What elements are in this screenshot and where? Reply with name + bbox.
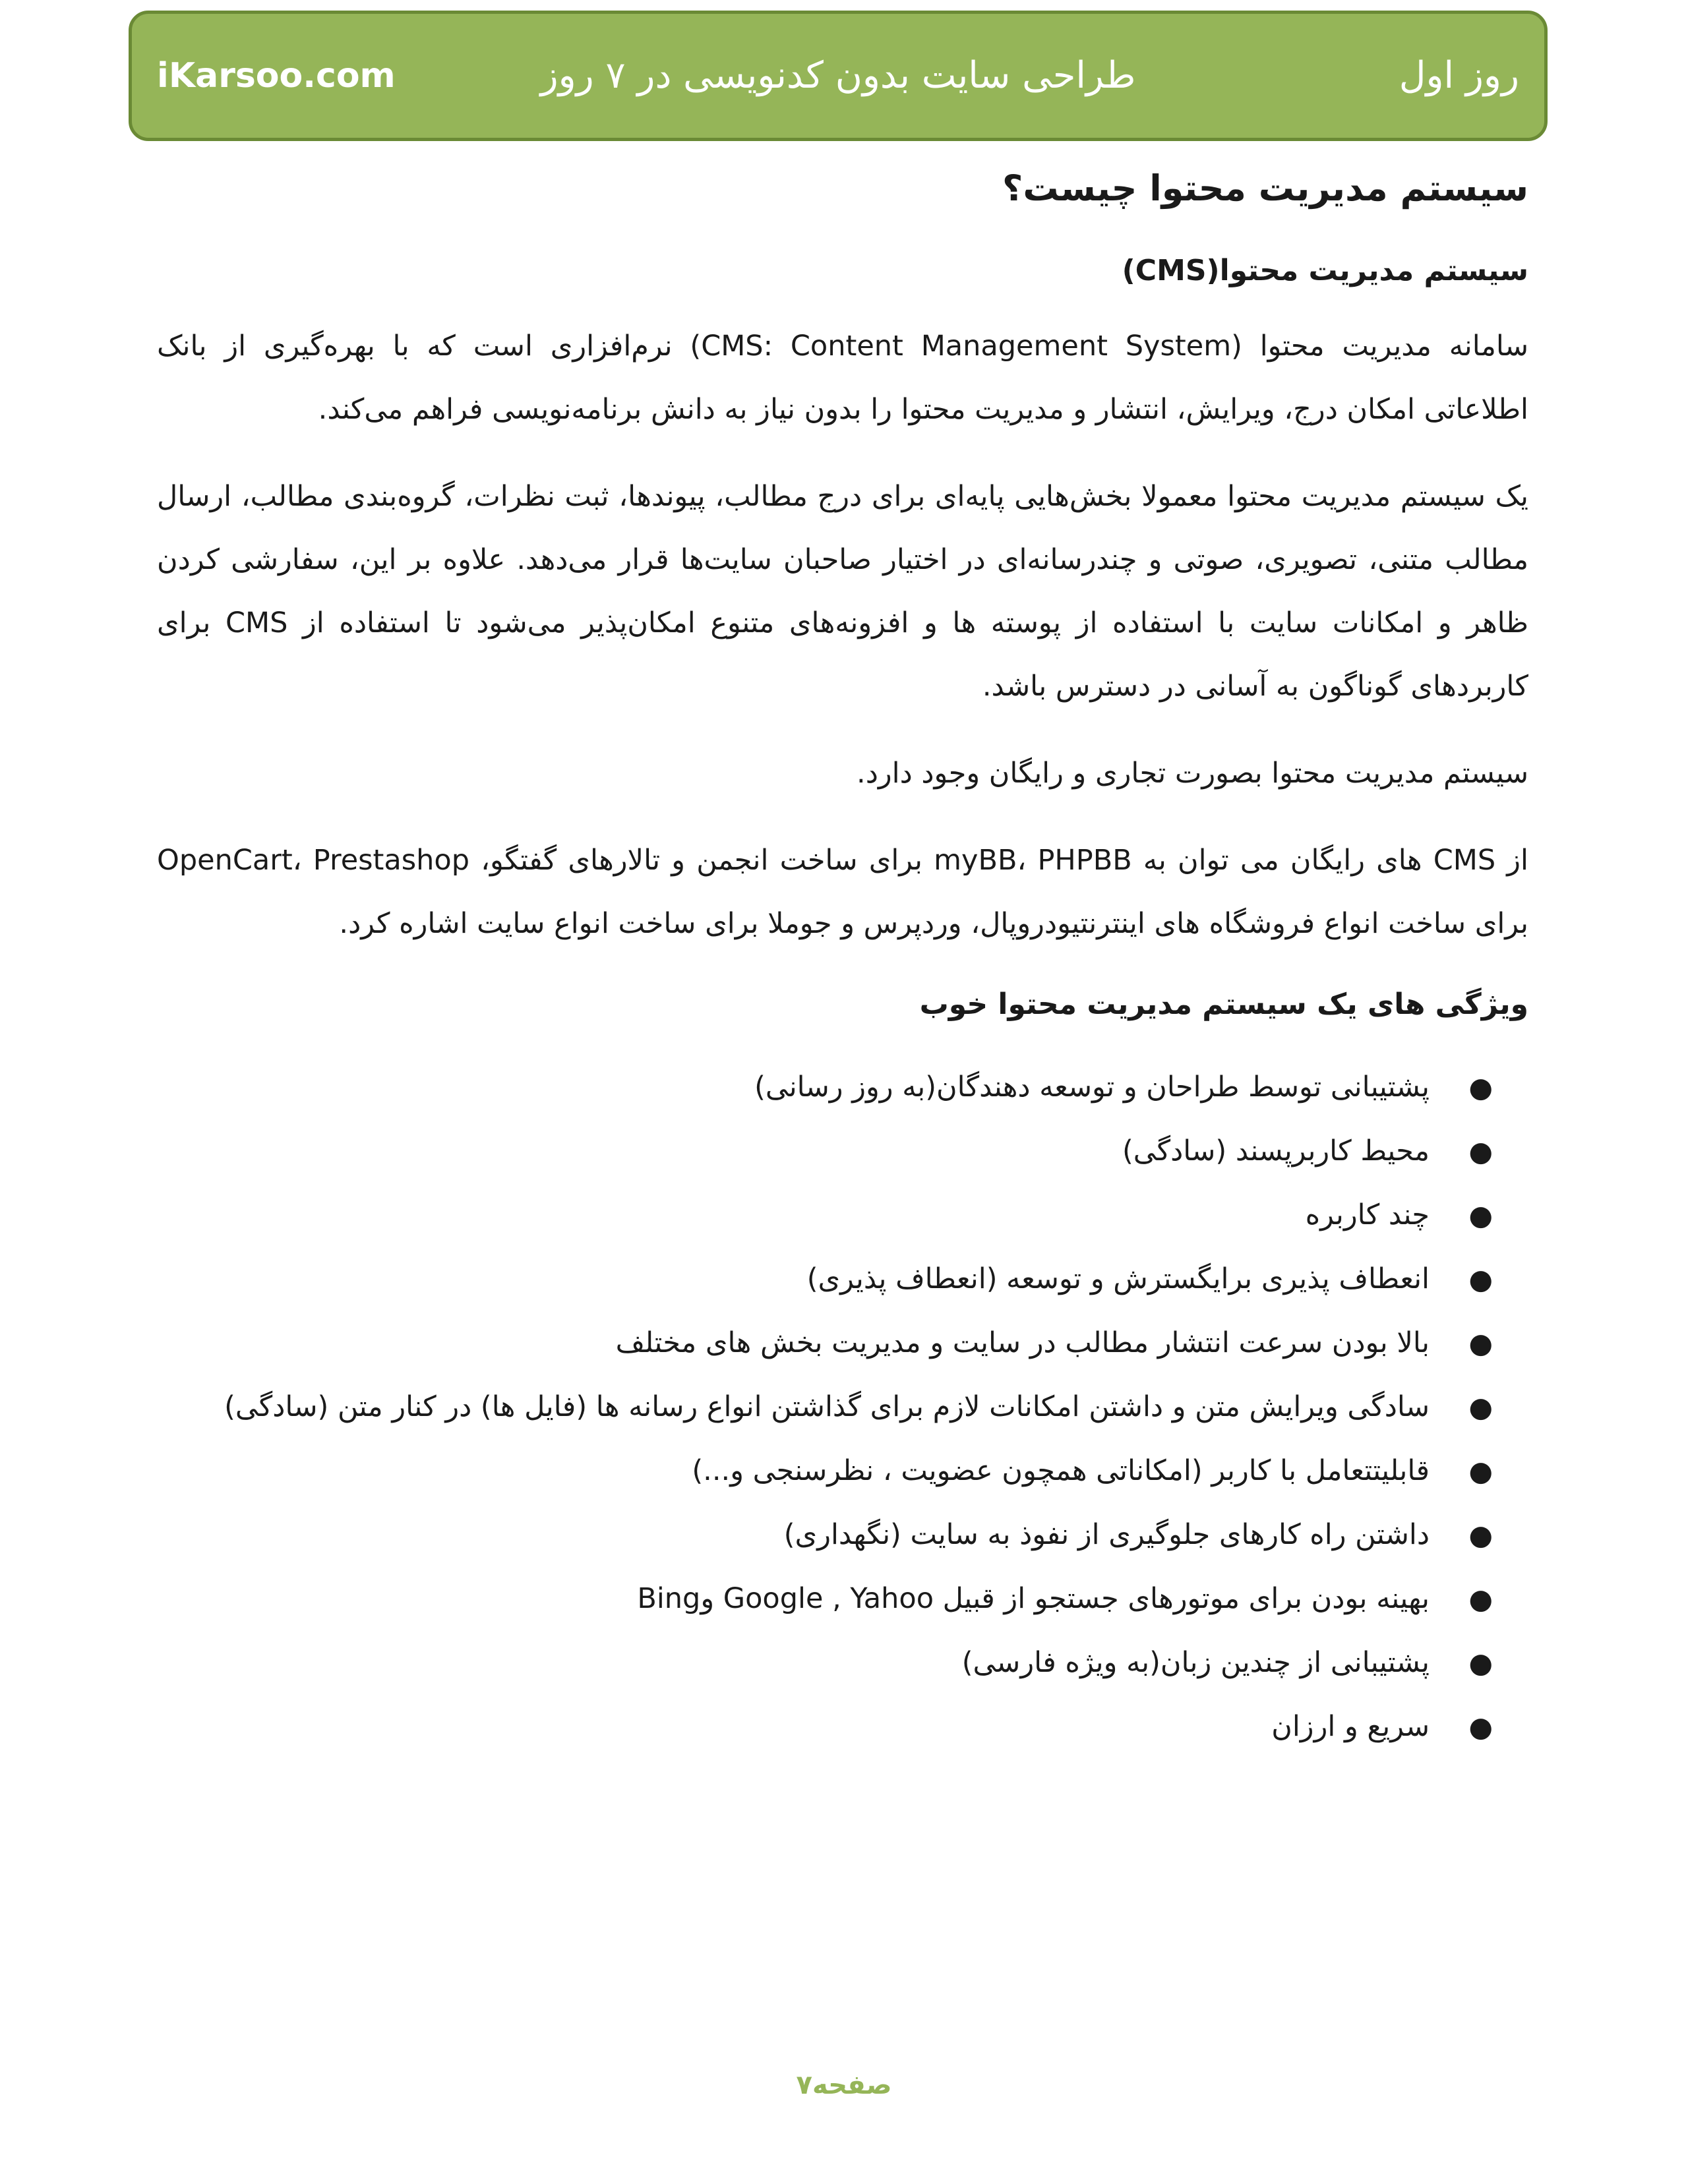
page-heading: سیستم مدیریت محتوا چیست؟ [1002, 167, 1528, 209]
features-list [157, 1055, 1528, 1759]
feature-text: سادگی ویرایش متن و داشتن امکانات لازم برای گذاشتن انواع رسانه ها (فایل ها) در کنار متن (سادگی) [224, 1390, 1430, 1423]
list-item [157, 1503, 1493, 1567]
paragraph-definition: سامانه مدیریت محتوا (CMS: Content Management System) نرم‌افزاری است که با بهره‌گیری از بانک اطلاعاتی امکان درج، ویرایش، انتشار و مدیریت محتوا را بدون نیاز به دانش برنامه‌نویسی فراهم می‌کند. [157, 330, 1528, 427]
feature-text: بالا بودن سرعت انتشار مطالب در سایت و مدیریت بخش های مختلف [615, 1326, 1430, 1359]
feature-text: انعطاف پذیری برایگسترش و توسعه (انعطاف پذیری) [806, 1262, 1430, 1295]
section-subheading: سیستم مدیریت محتوا(CMS) [1122, 253, 1528, 287]
bullet-icon: ● [1468, 1071, 1493, 1104]
header-day: روز اول [1399, 54, 1519, 97]
feature-text: پشتیبانی از چندین زبان(به ویژه فارسی) [961, 1645, 1430, 1679]
bullet-icon: ● [1468, 1518, 1493, 1551]
feature-text: قابلیتتعامل با کاربر (امکاناتی همچون عضویت ، نظرسنجی و...) [692, 1454, 1430, 1487]
list-item [157, 1375, 1493, 1439]
feature-text: داشتن راه کارهای جلوگیری از نفوذ به سایت (نگهداری) [783, 1518, 1430, 1551]
paragraph-sections: یک سیستم مدیریت محتوا معمولا بخش‌هایی پایه‌ای برای درج مطالب، پیوندها، ثبت نظرات، گروه‌بندی مطالب، ارسال مطالب متنی، تصویری، صوتی و چندرسانه‌ای در اختیار صاحبان سایت‌ها قرار می‌دهد. علاوه بر این، سفارشی کردن ظاهر و امکانات سایت با استفاده از پوسته ها و افزونه‌های متنوع امکان‌پذیر می‌شود تا استفاده از CMS برای کاربردهای گوناگون به آسانی در دسترس باشد. [157, 480, 1529, 703]
bullet-icon: ● [1468, 1135, 1493, 1167]
list-item [157, 1311, 1493, 1375]
header-title: طراحی سایت بدون کدنویسی در ۷ روز [540, 54, 1136, 97]
bullet-icon: ● [1468, 1390, 1493, 1423]
list-item [157, 1567, 1493, 1631]
page-number: صفحه۷ [796, 2070, 892, 2100]
list-item [157, 1439, 1493, 1503]
bullet-icon: ● [1468, 1582, 1493, 1615]
bullet-icon: ● [1468, 1646, 1493, 1679]
features-heading: ویژگی های یک سیستم مدیریت محتوا خوب [919, 988, 1528, 1022]
page-header [129, 11, 1548, 141]
document-body [157, 153, 1528, 1759]
paragraph-examples: از CMS های رایگان می توان به myBB، PHPBB برای ساخت انجمن و تالارهای گفتگو، OpenCart، Prestashop برای ساخت انواع فروشگاه های اینترنتیودروپال، وردپرس و جوملا برای ساخت انواع سایت اشاره کرد. [157, 844, 1528, 941]
list-item [157, 1119, 1493, 1183]
feature-text: سریع و ارزان [1271, 1709, 1430, 1743]
bullet-icon: ● [1468, 1262, 1493, 1295]
list-item [157, 1247, 1493, 1311]
feature-text: محیط کاربرپسند (سادگی) [1122, 1134, 1430, 1167]
list-item [157, 1183, 1493, 1247]
bullet-icon: ● [1468, 1198, 1493, 1231]
bullet-icon: ● [1468, 1326, 1493, 1359]
list-item [157, 1631, 1493, 1695]
feature-text: پشتیبانی توسط طراحان و توسعه دهندگان(به روز رسانی) [754, 1070, 1430, 1104]
feature-text: چند کاربره [1305, 1198, 1430, 1231]
bullet-icon: ● [1468, 1454, 1493, 1487]
list-item [157, 1055, 1493, 1119]
list-item [157, 1695, 1493, 1759]
feature-text: بهینه بودن برای موتورهای جستجو از قبیل Google , Yahoo وBing [637, 1581, 1430, 1615]
header-site: iKarsoo.com [157, 56, 396, 96]
paragraph-types: سیستم مدیریت محتوا بصورت تجاری و رایگان وجود دارد. [857, 757, 1528, 790]
bullet-icon: ● [1468, 1710, 1493, 1743]
